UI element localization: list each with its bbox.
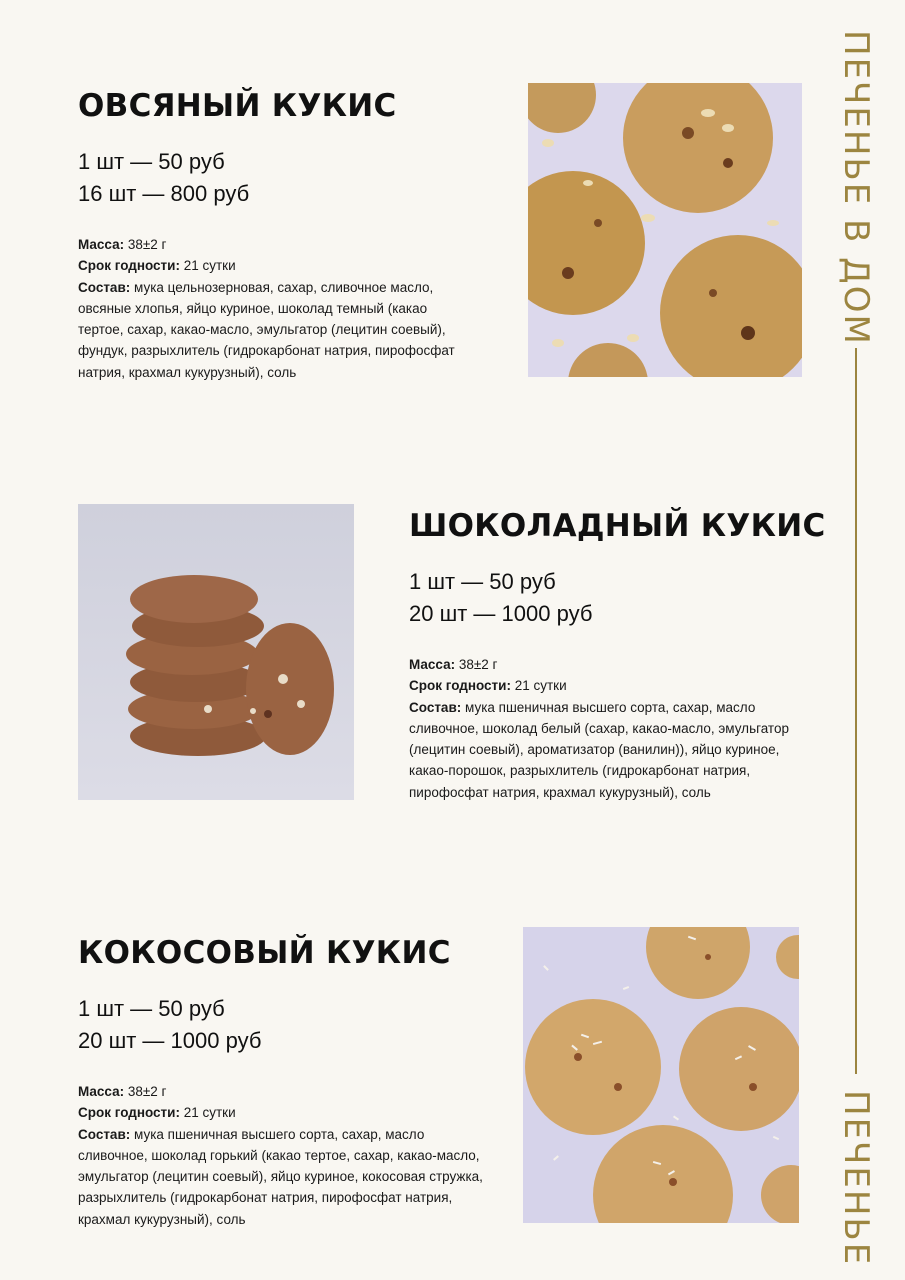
- composition-value: мука пшеничная высшего сорта, сахар, масло сливочное, шоколад горький (какао тертое, сахар, какао-масло, эмульгатор (лецитин соевый), яйцо куриное, кокосовая стружка, разрыхлитель (гидрокарбонат натрия, пирофосфат натрия, крахмал кукурузный), соль: [78, 1126, 483, 1227]
- composition-label: Состав:: [78, 279, 131, 295]
- composition-value: мука пшеничная высшего сорта, сахар, масло сливочное, шоколад белый (сахар, какао-масло, эмульгатор (лецитин соевый), ароматизатор (ванилин)), яйцо куриное, какао-порошок, разрыхлитель (гидрокарбонат натрия, пирофосфат натрия, крахмал кукурузный), соль: [409, 699, 789, 800]
- product-title: ОВСЯНЫЙ КУКИС: [78, 88, 397, 124]
- composition-label: Состав:: [78, 1126, 131, 1142]
- mass-label: Масса:: [78, 237, 125, 252]
- mass-value: 38±2 г: [458, 657, 498, 672]
- price-list: [78, 146, 458, 210]
- mass-row: [78, 1081, 496, 1102]
- price-bulk: 20 шт — 1000 руб: [409, 601, 593, 626]
- mass-row: [78, 234, 458, 255]
- price-list: [78, 993, 496, 1057]
- product-coconut: [78, 935, 496, 1230]
- mass-row: [409, 654, 804, 675]
- shelf-life-value: 21 сутки: [514, 678, 567, 694]
- shelf-life-value: 21 сутки: [183, 258, 236, 274]
- shelf-life-label: Срок годности:: [78, 1105, 180, 1121]
- oatmeal-cookies-photo: [528, 83, 802, 377]
- price-single: 1 шт — 50 руб: [78, 996, 225, 1021]
- product-chocolate: [409, 508, 826, 803]
- composition-row: [409, 697, 804, 803]
- price-single: 1 шт — 50 руб: [78, 149, 225, 174]
- price-bulk: 16 шт — 800 руб: [78, 181, 250, 206]
- shelf-life-row: [78, 255, 458, 276]
- product-details: [78, 234, 458, 383]
- mass-label: Масса:: [78, 1084, 125, 1099]
- shelf-life-value: 21 сутки: [183, 1105, 236, 1121]
- composition-label: Состав:: [409, 699, 462, 715]
- side-brand-label-top: ПЕЧЕНЬЕ В ДОМ: [836, 30, 876, 346]
- chocolate-cookie-stack-photo: [78, 504, 354, 800]
- price-bulk: 20 шт — 1000 руб: [78, 1028, 262, 1053]
- shelf-life-label: Срок годности:: [78, 258, 180, 274]
- coconut-cookies-photo: [523, 927, 799, 1223]
- product-title: КОКОСОВЫЙ КУКИС: [78, 935, 451, 971]
- side-divider-line: [855, 348, 857, 1074]
- composition-value: мука цельнозерновая, сахар, сливочное масло, овсяные хлопья, яйцо куриное, шоколад темный (какао тертое, сахар, какао-масло, эмульгатор (лецитин соевый), фундук, разрыхлитель (гидрокарбонат натрия, пирофосфат натрия, крахмал кукурузный), соль: [78, 279, 455, 380]
- shelf-life-row: [78, 1102, 496, 1123]
- product-oatmeal: [78, 88, 458, 383]
- product-details: [78, 1081, 496, 1230]
- shelf-life-row: [409, 675, 804, 696]
- shelf-life-label: Срок годности:: [409, 678, 511, 694]
- mass-value: 38±2 г: [127, 1084, 167, 1099]
- price-single: 1 шт — 50 руб: [409, 569, 556, 594]
- product-details: [409, 654, 804, 803]
- composition-row: [78, 1124, 496, 1230]
- product-title: ШОКОЛАДНЫЙ КУКИС: [409, 508, 826, 544]
- mass-label: Масса:: [409, 657, 456, 672]
- mass-value: 38±2 г: [127, 237, 167, 252]
- side-brand-label-bottom: ПЕЧЕНЬЕ: [836, 1090, 876, 1267]
- price-list: [409, 566, 804, 630]
- composition-row: [78, 277, 458, 383]
